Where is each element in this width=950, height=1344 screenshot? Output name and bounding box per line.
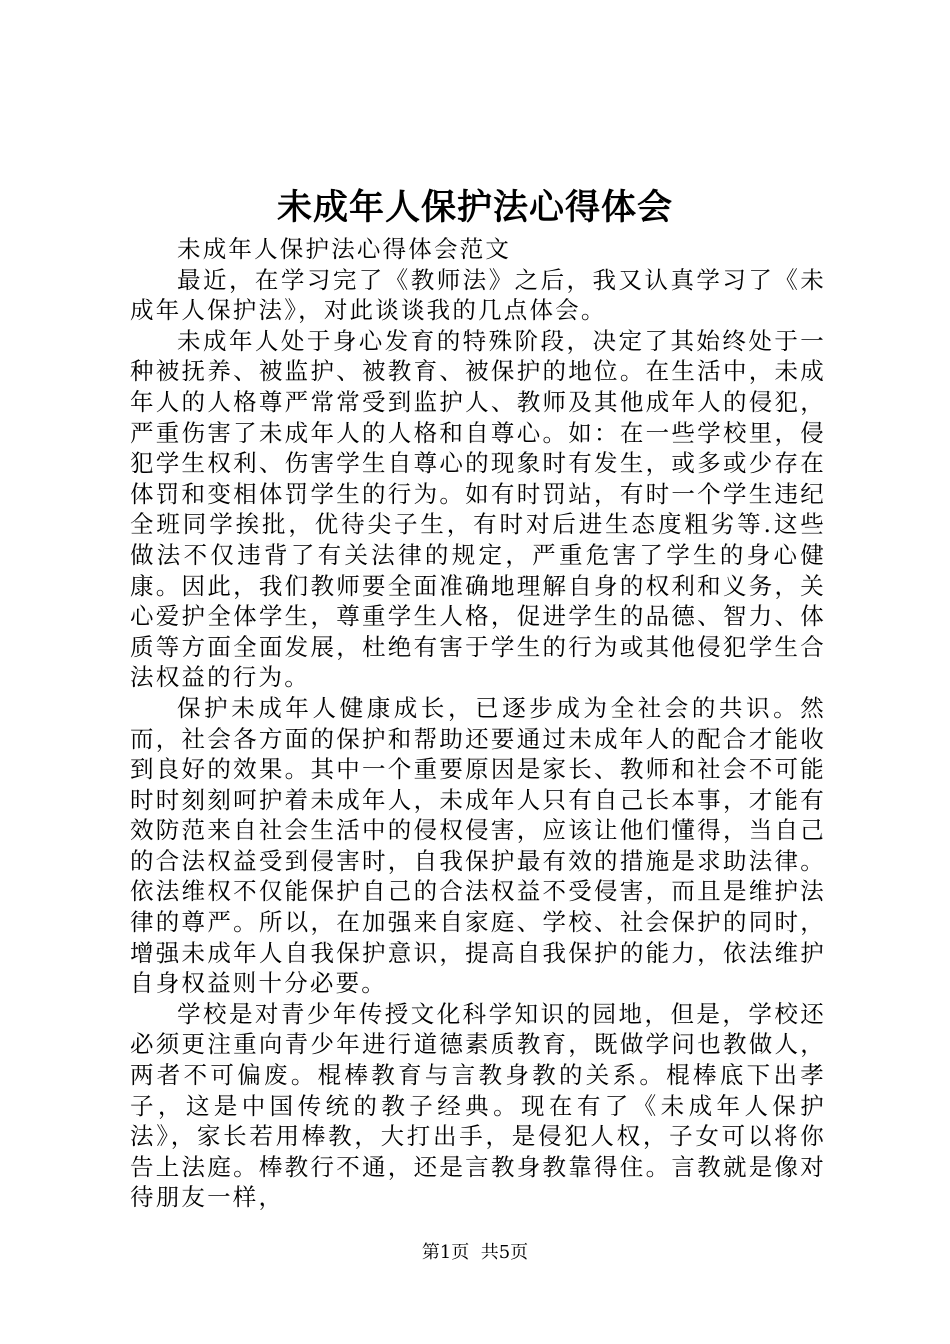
paragraph: 学校是对青少年传授文化科学知识的园地，但是，学校还必须更注重向青少年进行道德素质教育，既做学问也教做人，两者不可偏废。棍棒教育与言教身教的关系。棍棒底下出孝子，这是中国传统的教子经典。现在有了《未成年人保护法》，家长若用棒教，大打出手，是侵犯人权，子女可以将你告上法庭。棒教行不通，还是言教身教靠得住。言教就是像对待朋友一样， [130, 999, 826, 1212]
paragraph-subtitle: 未成年人保护法心得体会范文 [177, 235, 512, 263]
paragraph: 最近，在学习完了《教师法》之后，我又认真学习了《未成年人保护法》，对此谈谈我的几点体会。 [130, 265, 826, 325]
page-number: 第1页 [421, 1242, 470, 1263]
document-title: 未成年人保护法心得体会 [276, 187, 673, 228]
paragraph: 保护未成年人健康成长，已逐步成为全社会的共识。然而，社会各方面的保护和帮助还要通过未成年人的配合才能收到良好的效果。其中一个重要原因是家长、教师和社会不可能时时刻刻呵护着未成年人，未成年人只有自己长本事，才能有效防范来自社会生活中的侵权侵害，应该让他们懂得，当自己的合法权益受到侵害时，自我保护最有效的措施是求助法律。依法维权不仅能保护自己的合法权益不受侵害，而且是维护法律的尊严。所以，在加强来自家庭、学校、社会保护的同时，增强未成年人自我保护意识，提高自我保护的能力，依法维护自身权益则十分必要。 [130, 693, 826, 998]
paragraph: 未成年人处于身心发育的特殊阶段，决定了其始终处于一种被抚养、被监护、被教育、被保护的地位。在生活中，未成年人的人格尊严常常受到监护人、教师及其他成年人的侵犯，严重伤害了未成年人的人格和自尊心。如：在一些学校里，侵犯学生权利、伤害学生自尊心的现象时有发生，或多或少存在体罚和变相体罚学生的行为。如有时罚站，有时一个学生违纪全班同学挨批，优待尖子生，有时对后进生态度粗劣等.这些做法不仅违背了有关法律的规定，严重危害了学生的身心健康。因此，我们教师要全面准确地理解自身的权利和义务，关心爱护全体学生，尊重学生人格，促进学生的品德、智力、体质等方面全面发展，杜绝有害于学生的行为或其他侵犯学生合法权益的行为。 [130, 326, 826, 692]
document-body [130, 234, 826, 1213]
page-footer [0, 1240, 950, 1266]
page-total: 共5页 [480, 1242, 529, 1263]
